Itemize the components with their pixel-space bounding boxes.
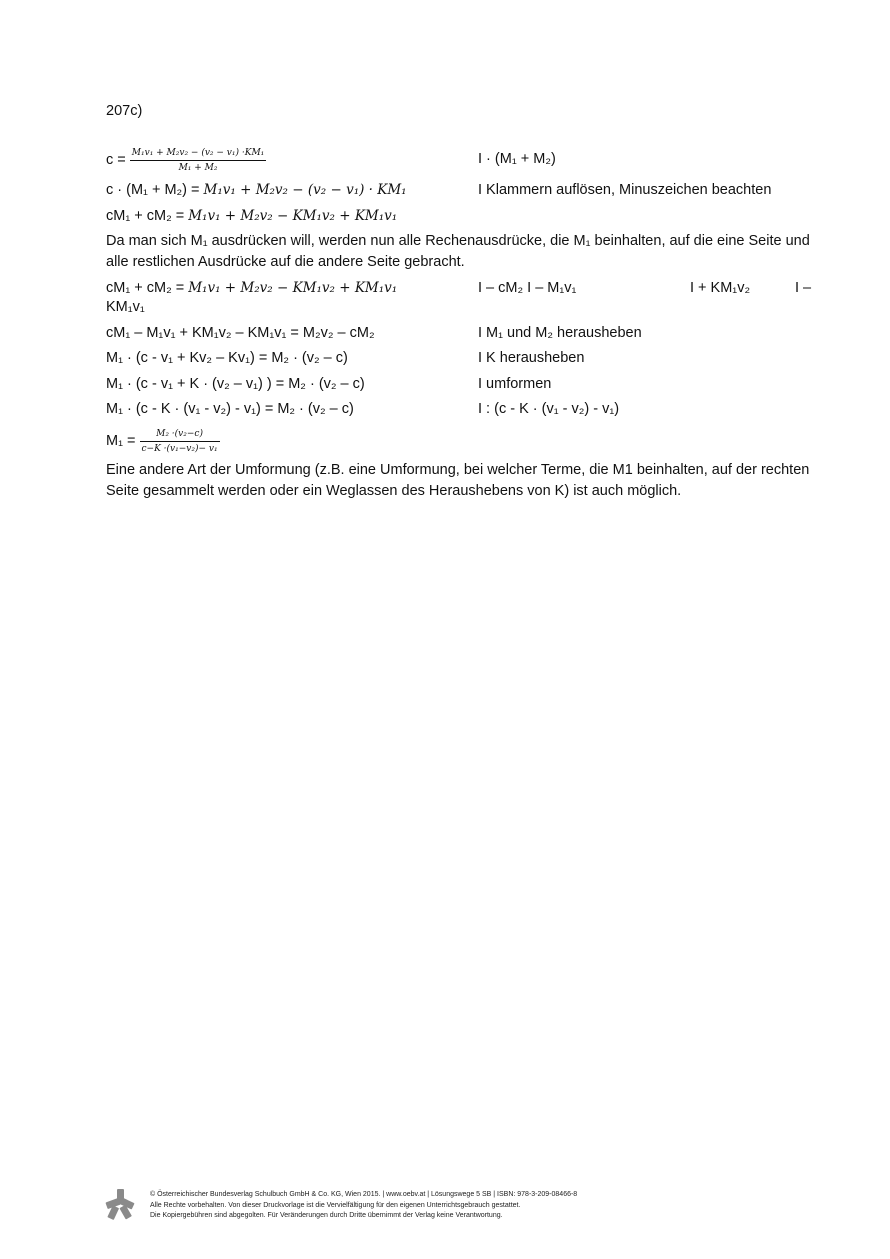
- fraction: [130, 147, 267, 174]
- equation-note-2: I Klammern auflösen, Minuszeichen beachten: [478, 182, 772, 198]
- equation-lhs: c · (M₁ + M₂) =: [106, 182, 200, 198]
- fraction: [140, 428, 220, 455]
- equation-note-7: I umformen: [478, 376, 552, 392]
- fraction-denominator: c−K ·(v₁−v₂)− v₁: [141, 443, 218, 454]
- footer-line-1: © Österreichischer Bundesverlag Schulbuch GmbH & Co. KG, Wien 2015. | www.oebv.at | Lösungswege 5 SB | ISBN: 978-3-209-08466-8: [150, 1191, 578, 1198]
- equation-row-2: [106, 182, 407, 199]
- equation-row-4: [106, 280, 397, 297]
- equation-rhs: M₁v₁ + M₂v₂ − KM₁v₂ + KM₁v₁: [188, 280, 398, 296]
- explanation-paragraph-1: Da man sich M₁ ausdrücken will, werden nun alle Rechenausdrücke, die M₁ beinhalten, auf die eine Seite und alle restlichen Ausdrücke auf die andere Seite gebracht.: [106, 233, 810, 270]
- equation-note-5: I M₁ und M₂ herausheben: [478, 325, 642, 341]
- footer-legal: [150, 1190, 577, 1222]
- equation-lhs: cM₁ + cM₂ =: [106, 280, 185, 296]
- equation-row-3: [106, 208, 397, 225]
- equation-note-1: I · (M₁ + M₂): [478, 151, 556, 167]
- equation-lhs: M₁ =: [106, 433, 136, 449]
- fraction-numerator: M₁v₁ + M₂v₂ − (v₂ − v₁) ·KM₁: [130, 147, 267, 161]
- equation-note-4b: I + KM₁v₂: [690, 280, 751, 296]
- equation-rhs: M₁v₁ + M₂v₂ − KM₁v₂ + KM₁v₁: [188, 208, 398, 224]
- equation-note-4a: I – cM₂ I – M₁v₁: [478, 280, 577, 296]
- fraction-denominator: M₁ + M₂: [178, 162, 218, 173]
- equation-row-1: [106, 143, 266, 177]
- equation-rhs: M₁v₁ + M₂v₂ − (v₂ − v₁) · KM₁: [203, 182, 407, 198]
- equation-lhs: c =: [106, 152, 126, 168]
- equation-lhs: cM₁ + cM₂ =: [106, 208, 185, 224]
- equation-note-6: I K herausheben: [478, 350, 585, 366]
- equation-row-4-wrap: KM₁v₁: [106, 299, 145, 315]
- footer-line-3: Die Kopiergebühren sind abgegolten. Für Veränderungen durch Dritte übernimmt der Verlag keine Verantwortung.: [150, 1212, 503, 1219]
- equation-row-7: M₁ · (c - v₁ + K · (v₂ – v₁) ) = M₂ · (v₂ – c): [106, 376, 365, 392]
- equation-note-4c: I –: [795, 280, 812, 296]
- publisher-logo-icon: [104, 1188, 136, 1220]
- equation-note-8: I : (c - K · (v₁ - v₂) - v₁): [478, 401, 620, 417]
- fraction-numerator: M₂ ·(v₂−c): [140, 428, 220, 442]
- equation-row-5: cM₁ – M₁v₁ + KM₁v₂ – KM₁v₁ = M₂v₂ – cM₂: [106, 325, 375, 341]
- explanation-paragraph-2: Eine andere Art der Umformung (z.B. eine Umformung, bei welcher Terme, die M1 beinhalten, auf der rechten Seite gesammelt werden oder ein Weglassen des Heraushebens von K) ist auch möglich.: [106, 462, 810, 499]
- footer-line-2: Alle Rechte vorbehalten. Von dieser Druckvorlage ist die Vervielfältigung für den eigenen Unterrichtsgebrauch gestattet.: [150, 1201, 521, 1209]
- equation-row-9: [106, 424, 220, 458]
- equation-row-6: M₁ · (c - v₁ + Kv₂ – Kv₁) = M₂ · (v₂ – c): [106, 350, 348, 366]
- exercise-heading: 207c): [106, 103, 143, 119]
- equation-row-8: M₁ · (c - K · (v₁ - v₂) - v₁) = M₂ · (v₂ – c): [106, 401, 354, 417]
